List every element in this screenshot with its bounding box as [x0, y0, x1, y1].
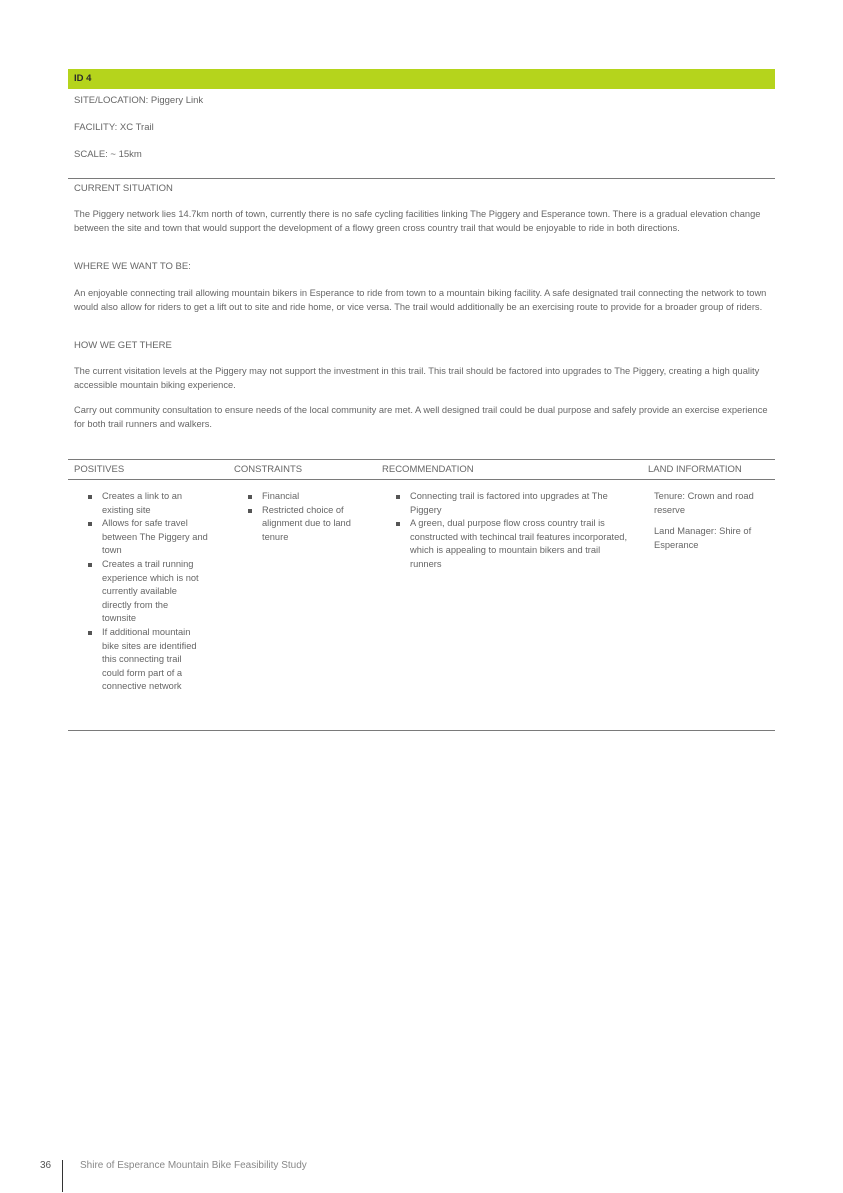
list-item: A green, dual purpose flow cross country trail is constructed with techincal trail features incorporated, which is appealing to mountain bikers and trail runners: [394, 517, 634, 571]
page-number: 36: [40, 1160, 52, 1171]
footer-title: Shire of Esperance Mountain Bike Feasibility Study: [80, 1160, 307, 1171]
divider: [68, 178, 775, 179]
table-header-rule: [68, 479, 775, 480]
constraints-header: CONSTRAINTS: [234, 464, 303, 475]
current-situation-heading: CURRENT SITUATION: [74, 183, 173, 194]
how-we-get-there-text-1: The current visitation levels at the Piggery may not support the investment in this trail. This trail should be factored into upgrades to The Piggery, creating a high quality accessible mountain biking experience.: [74, 366, 760, 390]
list-item: Creates a trail running experience which is not currently available directly from the townsite: [86, 558, 214, 626]
tenure-text: Tenure: Crown and road reserve: [654, 491, 754, 515]
land-information-header: LAND INFORMATION: [648, 464, 742, 475]
scale: SCALE: ~ 15km: [74, 149, 142, 160]
facility: FACILITY: XC Trail: [74, 122, 154, 133]
land-manager-text: Land Manager: Shire of Esperance: [654, 526, 752, 550]
where-we-want-heading: WHERE WE WANT TO BE:: [74, 261, 191, 272]
positives-header: POSITIVES: [74, 464, 125, 475]
footer-divider: [62, 1160, 63, 1192]
table-top-rule: [68, 459, 775, 460]
list-item: Allows for safe travel between The Piggery and town: [86, 517, 214, 558]
recommendation-header: RECOMMENDATION: [382, 464, 474, 475]
land-information: [654, 490, 772, 560]
how-we-get-there-heading: HOW WE GET THERE: [74, 340, 172, 351]
list-item: Connecting trail is factored into upgrades at The Piggery: [394, 490, 634, 517]
site-location: SITE/LOCATION: Piggery Link: [74, 95, 204, 106]
recommendation-list: [394, 490, 634, 572]
current-situation-text: The Piggery network lies 14.7km north of town, currently there is no safe cycling facilities linking The Piggery and Esperance town. There is a gradual elevation change between the site and town that would support the development of a flowy green cross country trail that would be enjoyable to ride in both directions.: [74, 209, 761, 233]
positives-list: [86, 490, 214, 694]
how-we-get-there-text-2: Carry out community consultation to ensure needs of the local community are met. A well designed trail could be dual purpose and safely provide an exercise experience for both trail runners and walkers.: [74, 405, 768, 429]
constraints-list: [246, 490, 374, 544]
list-item: Financial: [246, 490, 374, 504]
id-header-bar: ID 4: [68, 69, 775, 89]
list-item: Restricted choice of alignment due to land tenure: [246, 504, 374, 545]
where-we-want-text: An enjoyable connecting trail allowing mountain bikers in Esperance to ride from town to a mountain biking facility. A safe designated trail connecting the network to town would also allow for riders to get a lift out to site and ride home, or vice versa. The trail would additionally be an exercising route to provide for a broader group of riders.: [74, 288, 767, 312]
list-item: If additional mountain bike sites are identified this connecting trail could form part of a connective network: [86, 626, 214, 694]
list-item: Creates a link to an existing site: [86, 490, 214, 517]
table-bottom-rule: [68, 730, 775, 731]
